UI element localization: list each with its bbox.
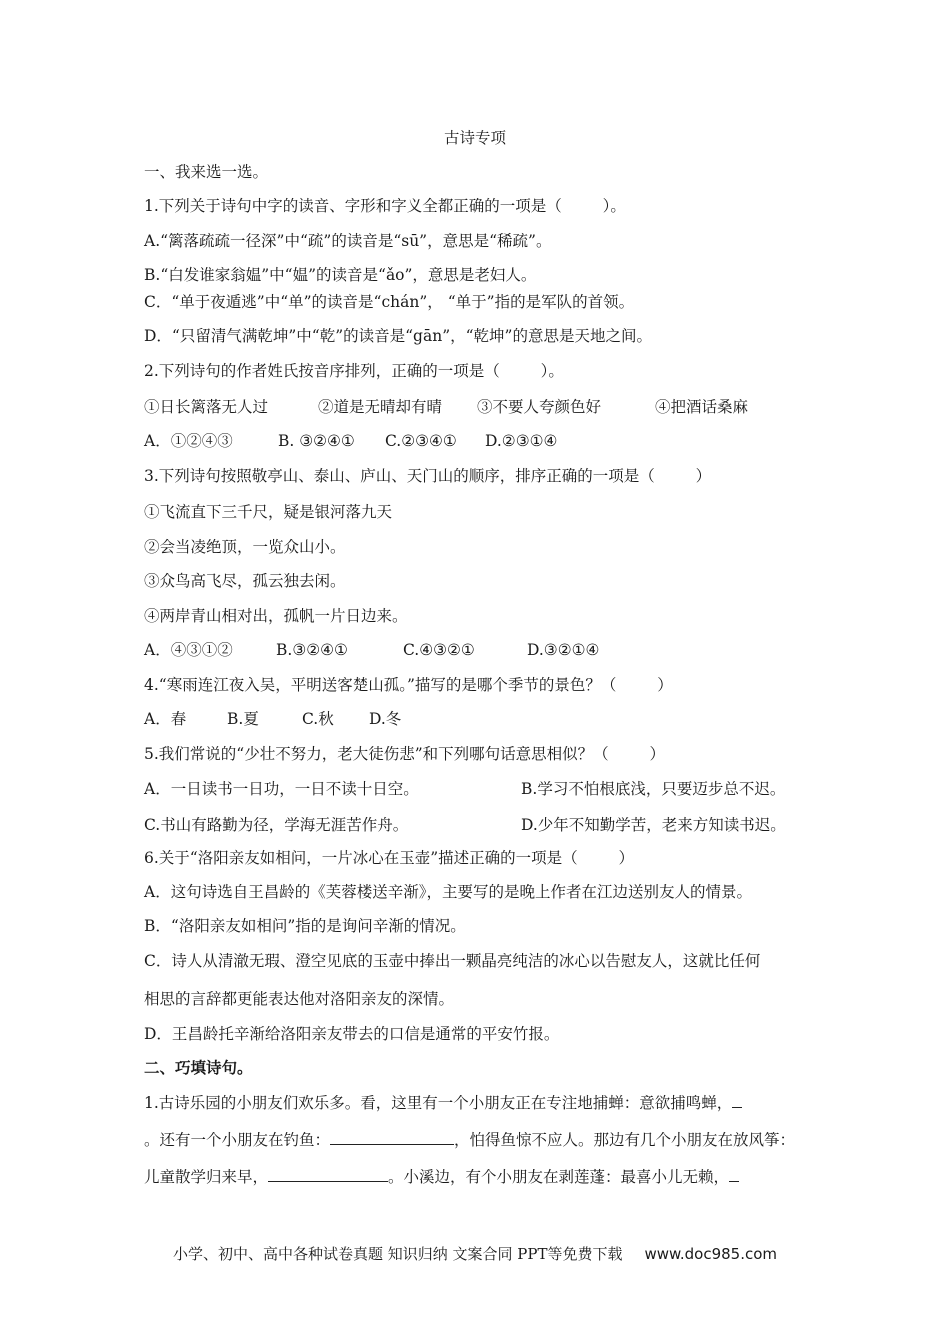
poem-item: ③不要人夸颜色好 <box>477 398 602 416</box>
page-title: 古诗专项 <box>443 129 506 147</box>
footer-site-link[interactable]: www.doc985.com <box>644 1245 778 1263</box>
question-stem: 2.下列诗句的作者姓氏按音序排列，正确的一项是（ ）。 <box>144 362 564 380</box>
option-c: C.②③④① <box>385 432 457 450</box>
option-b: B．“洛阳亲友如相问”指的是询问辛渐的情况。 <box>144 917 466 935</box>
page-footer <box>0 1244 950 1264</box>
option-c: C．“单于夜遁逃”中“单”的读音是“chán”， “单于”指的是军队的首领。 <box>144 293 635 311</box>
option-c: C．诗人从清澈无瑕、澄空见底的玉壶中捧出一颗晶亮纯洁的冰心以告慰友人，这就比任何 <box>144 952 761 970</box>
question-stem: 6.关于“洛阳亲友如相问，一片冰心在玉壶”描述正确的一项是（ ） <box>144 849 634 867</box>
option-b: B.夏 <box>227 710 259 728</box>
option-b: B.③②④① <box>276 641 348 659</box>
fill-in-text: 1.古诗乐园的小朋友们欢乐多。看，这里有一个小朋友正在专注地捕蝉：意欲捕鸣蝉， <box>144 1094 733 1112</box>
option-a: A.“篱落疏疏一径深”中“疏”的读音是“sū”，意思是“稀疏”。 <box>144 232 552 250</box>
option-c: C.书山有路勤为径，学海无涯苦作舟。 <box>144 816 409 834</box>
footer-text: 小学、初中、高中各种试卷真题 知识归纳 文案合同 PPT等免费下载 <box>172 1245 623 1263</box>
section-heading: 一、我来选一选。 <box>144 163 269 181</box>
option-d: D.少年不知勤学苦，老来方知读书迟。 <box>521 816 786 834</box>
option-a: A．④③①② <box>144 641 233 659</box>
question-stem: 4.“寒雨连江夜入吴，平明送客楚山孤。”描写的是哪个季节的景色？（ ） <box>144 676 673 694</box>
option-c: C.秋 <box>302 710 334 728</box>
fill-in-line <box>144 1093 742 1113</box>
option-d: D.冬 <box>369 710 402 728</box>
option-a: A．这句诗选自王昌龄的《芙蓉楼送辛渐》，主要写的是晚上作者在江边送别友人的情景。 <box>144 883 752 901</box>
option-b: B. ③②④① <box>278 432 355 450</box>
section-heading: 二、巧填诗句。 <box>144 1058 253 1077</box>
option-a: A．春 <box>144 710 187 728</box>
poem-line: ①飞流直下三千尺，疑是银河落九天 <box>144 503 393 521</box>
option-c-continued: 相思的言辞都更能表达他对洛阳亲友的深情。 <box>144 990 455 1008</box>
fill-in-line <box>144 1130 795 1150</box>
answer-blank[interactable] <box>330 1130 454 1145</box>
poem-item: ④把酒话桑麻 <box>655 398 749 416</box>
question-stem: 1.下列关于诗句中字的读音、字形和字义全都正确的一项是（ ）。 <box>144 197 626 215</box>
answer-blank[interactable] <box>732 1093 742 1108</box>
poem-line: ②会当凌绝顶，一览众山小。 <box>144 538 346 556</box>
fill-in-text: 。小溪边，有个小朋友在剥莲蓬：最喜小儿无赖， <box>388 1168 730 1186</box>
answer-blank[interactable] <box>729 1167 739 1182</box>
option-b: B.“白发谁家翁媪”中“媪”的读音是“ǎo”，意思是老妇人。 <box>144 266 537 284</box>
fill-in-line <box>144 1167 739 1187</box>
question-stem: 3.下列诗句按照敬亭山、泰山、庐山、天门山的顺序，排序正确的一项是（ ） <box>144 467 712 485</box>
poem-item: ①日长篱落无人过 <box>144 398 269 416</box>
poem-line: ④两岸青山相对出，孤帆一片日边来。 <box>144 607 408 625</box>
option-a: A．一日读书一日功，一日不读十日空。 <box>144 780 419 798</box>
option-a: A．①②④③ <box>144 432 233 450</box>
fill-in-text: ，怕得鱼惊不应人。那边有几个小朋友在放风筝： <box>454 1131 796 1149</box>
poem-item: ②道是无晴却有晴 <box>318 398 443 416</box>
question-stem: 5.我们常说的“少壮不努力，老大徒伤悲”和下列哪句话意思相似？（ ） <box>144 745 665 763</box>
option-b: B.学习不怕根底浅，只要迈步总不迟。 <box>521 780 786 798</box>
option-d: D．“只留清气满乾坤”中“乾”的读音是“gān”，“乾坤”的意思是天地之间。 <box>144 327 652 345</box>
option-d: D.③②①④ <box>527 641 600 659</box>
option-c: C.④③②① <box>403 641 475 659</box>
fill-in-text: 儿童散学归来早， <box>144 1168 269 1186</box>
poem-line: ③众鸟高飞尽，孤云独去闲。 <box>144 572 346 590</box>
fill-in-text: 。还有一个小朋友在钓鱼： <box>144 1131 331 1149</box>
answer-blank[interactable] <box>268 1167 388 1182</box>
option-d: D．王昌龄托辛渐给洛阳亲友带去的口信是通常的平安竹报。 <box>144 1025 560 1043</box>
option-d: D.②③①④ <box>485 432 558 450</box>
